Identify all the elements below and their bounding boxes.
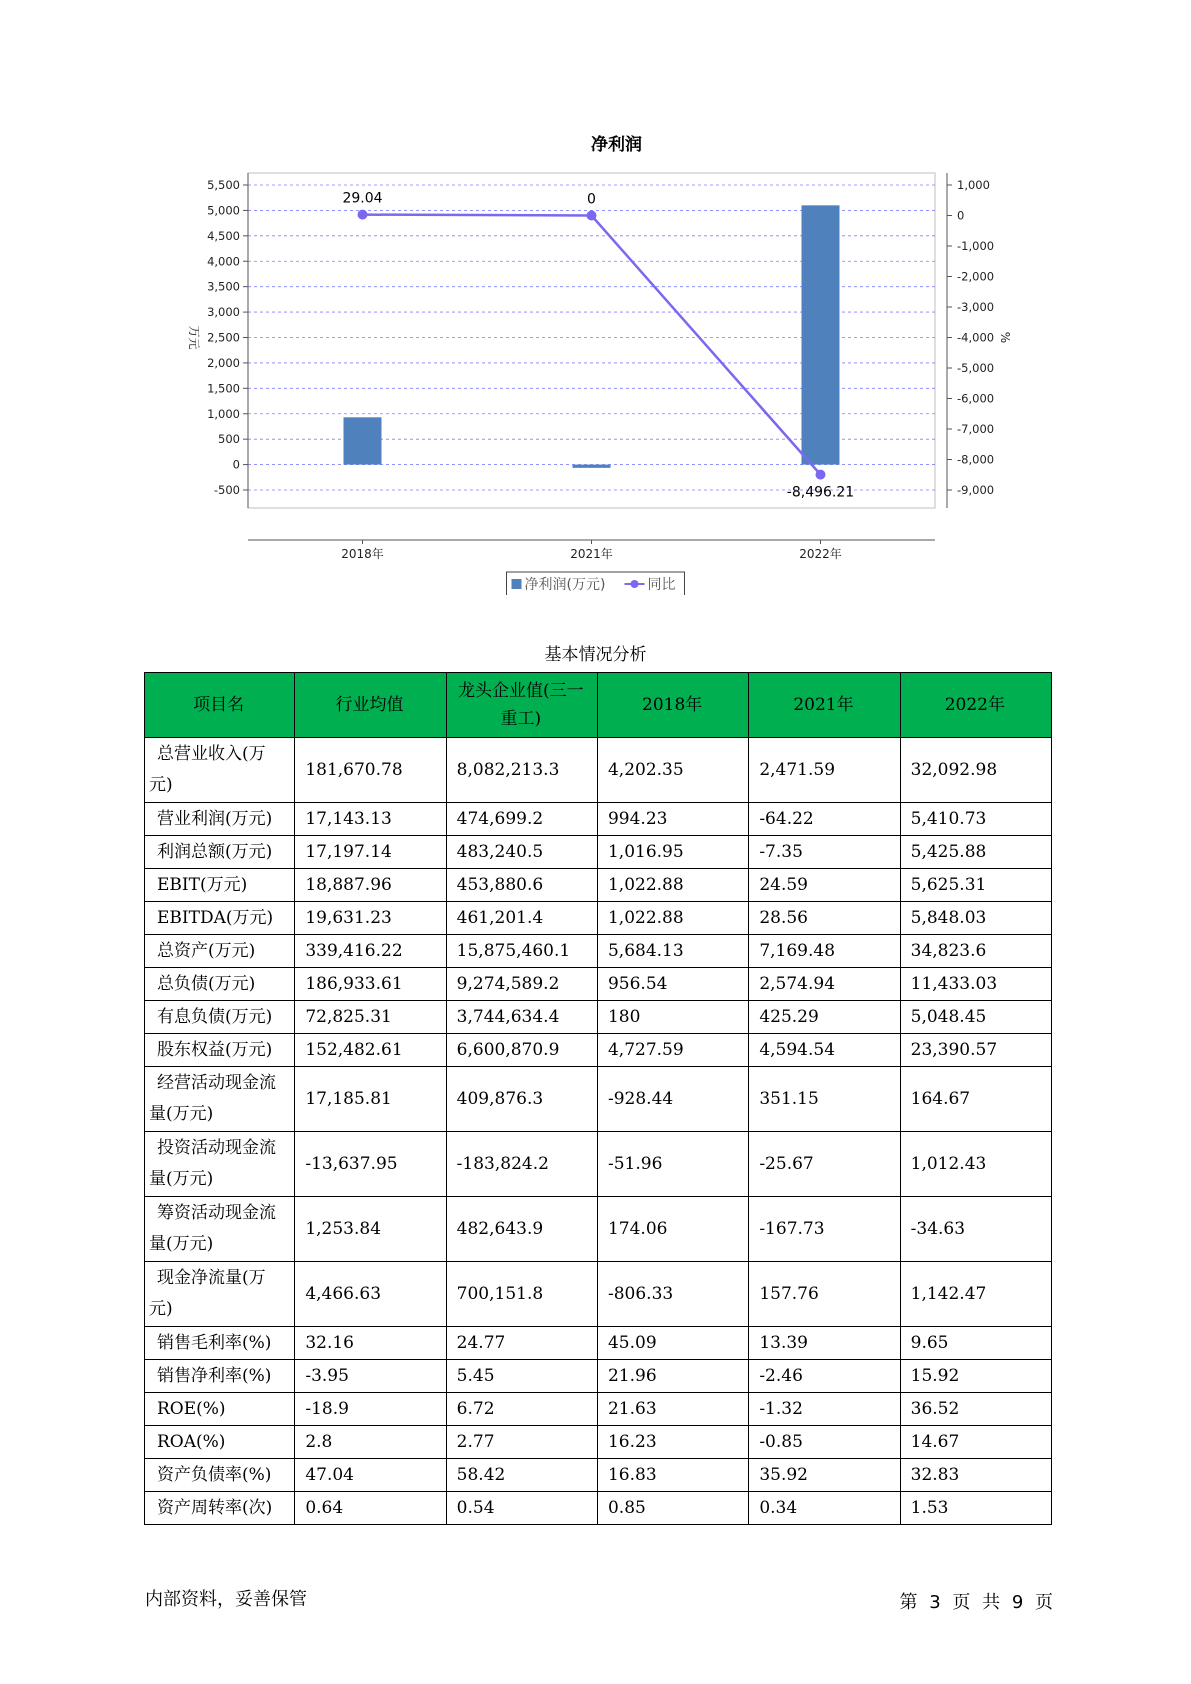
value-cell: 72,825.31	[295, 1001, 446, 1034]
value-cell: 35.92	[749, 1459, 900, 1492]
value-cell: 4,202.35	[597, 738, 748, 803]
table-row	[145, 1067, 1052, 1132]
x-tick-label: 2018年	[341, 547, 384, 561]
y-left-tick-label: 4,500	[207, 228, 240, 243]
value-cell: -0.85	[749, 1426, 900, 1459]
y-left-tick-label: 5,500	[207, 178, 240, 192]
bar-net-profit	[344, 417, 382, 464]
value-cell: 164.67	[900, 1067, 1051, 1132]
value-cell: -18.9	[295, 1393, 446, 1426]
row-name-cell: EBITDA(万元)	[145, 902, 295, 935]
value-cell: -13,637.95	[295, 1132, 446, 1197]
value-cell: 2,471.59	[749, 738, 900, 803]
value-cell: 1.53	[900, 1492, 1051, 1525]
value-cell: 24.59	[749, 869, 900, 902]
legend-swatch-bar	[512, 579, 522, 589]
table-row	[145, 836, 1052, 869]
value-cell: -183,824.2	[446, 1132, 597, 1197]
chart-title: 净利润	[591, 135, 642, 155]
value-cell: 0.54	[446, 1492, 597, 1525]
value-cell: 4,727.59	[597, 1034, 748, 1067]
row-name-cell: ROA(%)	[145, 1426, 295, 1459]
row-name-cell: 资产周转率(次)	[145, 1492, 295, 1525]
y-right-tick-label: -5,000	[957, 361, 995, 375]
value-cell: 186,933.61	[295, 968, 446, 1001]
line-point-yoy	[816, 470, 826, 480]
value-cell: 174.06	[597, 1197, 748, 1262]
row-name-cell: 销售净利率(%)	[145, 1360, 295, 1393]
value-cell: 21.96	[597, 1360, 748, 1393]
y-left-tick-label: 5,000	[207, 203, 240, 218]
value-cell: 425.29	[749, 1001, 900, 1034]
y-left-tick-label: 2,000	[207, 355, 240, 370]
table-row	[145, 1197, 1052, 1262]
value-cell: 483,240.5	[446, 836, 597, 869]
y-left-tick-label: 4,000	[207, 254, 240, 269]
value-cell: 14.67	[900, 1426, 1051, 1459]
table-row	[145, 1327, 1052, 1360]
value-cell: 6.72	[446, 1393, 597, 1426]
y-left-tick-label: -500	[213, 483, 240, 497]
value-cell: 58.42	[446, 1459, 597, 1492]
value-cell: 474,699.2	[446, 803, 597, 836]
line-point-yoy	[587, 211, 597, 221]
value-cell: 8,082,213.3	[446, 738, 597, 803]
row-name-cell: 股东权益(万元)	[145, 1034, 295, 1067]
footer-page-number: 第 3 页 共 9 页	[899, 1592, 1053, 1613]
table-row	[145, 1426, 1052, 1459]
row-name-cell: 利润总额(万元)	[145, 836, 295, 869]
header-cell: 龙头企业值(三一重工)	[446, 673, 597, 738]
table-row	[145, 968, 1052, 1001]
value-cell: 4,594.54	[749, 1034, 900, 1067]
y-left-tick-label: 3,500	[207, 279, 240, 294]
value-cell: 17,185.81	[295, 1067, 446, 1132]
value-cell: 3,744,634.4	[446, 1001, 597, 1034]
value-cell: 956.54	[597, 968, 748, 1001]
value-cell: 11,433.03	[900, 968, 1051, 1001]
value-cell: -25.67	[749, 1132, 900, 1197]
value-cell: 5,684.13	[597, 935, 748, 968]
value-cell: 180	[597, 1001, 748, 1034]
value-cell: 5.45	[446, 1360, 597, 1393]
value-cell: 1,142.47	[900, 1262, 1051, 1327]
value-cell: 5,048.45	[900, 1001, 1051, 1034]
y-left-tick-label: 0	[232, 457, 240, 472]
bar-net-profit	[573, 465, 611, 468]
value-cell: 17,143.13	[295, 803, 446, 836]
table-row	[145, 803, 1052, 836]
value-cell: 19,631.23	[295, 902, 446, 935]
value-cell: 5,410.73	[900, 803, 1051, 836]
row-name-cell: 总负债(万元)	[145, 968, 295, 1001]
value-cell: 16.83	[597, 1459, 748, 1492]
value-cell: 461,201.4	[446, 902, 597, 935]
y-left-tick-label: 500	[218, 432, 240, 447]
line-data-label: -8,496.21	[786, 484, 855, 501]
header-cell: 项目名	[145, 673, 295, 738]
value-cell: 16.23	[597, 1426, 748, 1459]
value-cell: 15.92	[900, 1360, 1051, 1393]
row-name-cell: 总资产(万元)	[145, 935, 295, 968]
value-cell: 351.15	[749, 1067, 900, 1132]
x-tick-label: 2021年	[570, 547, 613, 561]
value-cell: 34,823.6	[900, 935, 1051, 968]
table-title: 基本情况分析	[544, 645, 647, 665]
row-name-cell: 营业利润(万元)	[145, 803, 295, 836]
value-cell: -1.32	[749, 1393, 900, 1426]
table-row	[145, 1262, 1052, 1327]
value-cell: 47.04	[295, 1459, 446, 1492]
value-cell: 0.34	[749, 1492, 900, 1525]
header-cell: 2022年	[900, 673, 1051, 738]
value-cell: 45.09	[597, 1327, 748, 1360]
value-cell: 6,600,870.9	[446, 1034, 597, 1067]
table-row	[145, 1459, 1052, 1492]
value-cell: 13.39	[749, 1327, 900, 1360]
line-yoy	[363, 215, 821, 475]
value-cell: 453,880.6	[446, 869, 597, 902]
table-row	[145, 869, 1052, 902]
value-cell: 23,390.57	[900, 1034, 1051, 1067]
value-cell: 24.77	[446, 1327, 597, 1360]
value-cell: 36.52	[900, 1393, 1051, 1426]
line-data-label: 29.04	[342, 190, 383, 207]
value-cell: 15,875,460.1	[446, 935, 597, 968]
table-row	[145, 935, 1052, 968]
x-tick-label: 2022年	[799, 547, 842, 561]
value-cell: 21.63	[597, 1393, 748, 1426]
legend-label-line: 同比	[647, 577, 676, 593]
y-right-tick-label: -9,000	[957, 483, 995, 497]
y-right-tick-label: -8,000	[957, 452, 995, 467]
row-name-cell: 筹资活动现金流量(万元)	[145, 1197, 295, 1262]
value-cell: -64.22	[749, 803, 900, 836]
table-header-row	[145, 673, 1052, 738]
value-cell: 32,092.98	[900, 738, 1051, 803]
y-right-tick-label: -4,000	[957, 330, 995, 345]
bar-net-profit	[802, 205, 840, 464]
table-row	[145, 1001, 1052, 1034]
basic-analysis-table	[144, 672, 1052, 1525]
value-cell: 0.64	[295, 1492, 446, 1525]
y-right-tick-label: 0	[957, 208, 965, 223]
value-cell: 5,848.03	[900, 902, 1051, 935]
table-row	[145, 1360, 1052, 1393]
footer-confidential: 内部资料，妥善保管	[145, 1589, 307, 1610]
table-row	[145, 902, 1052, 935]
legend-swatch-point	[631, 580, 639, 588]
header-cell: 行业均值	[295, 673, 446, 738]
y-left-axis-label: 万元	[187, 325, 201, 350]
value-cell: 2.8	[295, 1426, 446, 1459]
y-right-tick-label: -2,000	[957, 269, 995, 284]
table-row	[145, 1132, 1052, 1197]
value-cell: 9,274,589.2	[446, 968, 597, 1001]
row-name-cell: 销售毛利率(%)	[145, 1327, 295, 1360]
y-right-tick-label: -6,000	[957, 391, 995, 406]
value-cell: -2.46	[749, 1360, 900, 1393]
value-cell: 482,643.9	[446, 1197, 597, 1262]
y-right-tick-label: -7,000	[957, 422, 995, 436]
value-cell: 700,151.8	[446, 1262, 597, 1327]
value-cell: 18,887.96	[295, 869, 446, 902]
table-row	[145, 1393, 1052, 1426]
value-cell: -928.44	[597, 1067, 748, 1132]
y-left-tick-label: 2,500	[207, 330, 240, 345]
value-cell: 1,022.88	[597, 869, 748, 902]
y-left-tick-label: 3,000	[207, 305, 240, 320]
value-cell: -167.73	[749, 1197, 900, 1262]
value-cell: 28.56	[749, 902, 900, 935]
y-right-tick-label: 1,000	[957, 178, 990, 192]
row-name-cell: 投资活动现金流量(万元)	[145, 1132, 295, 1197]
value-cell: 409,876.3	[446, 1067, 597, 1132]
table-row	[145, 1034, 1052, 1067]
value-cell: 1,016.95	[597, 836, 748, 869]
legend-label-bar: 净利润(万元)	[524, 577, 606, 593]
row-name-cell: 现金净流量(万元)	[145, 1262, 295, 1327]
value-cell: 1,012.43	[900, 1132, 1051, 1197]
value-cell: 181,670.78	[295, 738, 446, 803]
value-cell: 7,169.48	[749, 935, 900, 968]
table-row	[145, 738, 1052, 803]
value-cell: 17,197.14	[295, 836, 446, 869]
row-name-cell: 资产负债率(%)	[145, 1459, 295, 1492]
header-cell: 2021年	[749, 673, 900, 738]
value-cell: 9.65	[900, 1327, 1051, 1360]
row-name-cell: EBIT(万元)	[145, 869, 295, 902]
value-cell: 32.16	[295, 1327, 446, 1360]
y-right-axis-label: %	[998, 331, 1012, 344]
value-cell: -51.96	[597, 1132, 748, 1197]
value-cell: -34.63	[900, 1197, 1051, 1262]
value-cell: 2.77	[446, 1426, 597, 1459]
value-cell: -806.33	[597, 1262, 748, 1327]
y-left-tick-label: 1,000	[207, 406, 240, 421]
row-name-cell: 经营活动现金流量(万元)	[145, 1067, 295, 1132]
row-name-cell: 有息负债(万元)	[145, 1001, 295, 1034]
y-left-tick-label: 1,500	[207, 381, 240, 396]
row-name-cell: 总营业收入(万元)	[145, 738, 295, 803]
value-cell: 5,425.88	[900, 836, 1051, 869]
header-cell: 2018年	[597, 673, 748, 738]
row-name-cell: ROE(%)	[145, 1393, 295, 1426]
line-data-label: 0	[587, 191, 596, 208]
value-cell: 339,416.22	[295, 935, 446, 968]
value-cell: 1,253.84	[295, 1197, 446, 1262]
value-cell: 157.76	[749, 1262, 900, 1327]
net-profit-chart	[160, 135, 1040, 595]
value-cell: -7.35	[749, 836, 900, 869]
value-cell: 5,625.31	[900, 869, 1051, 902]
table-row	[145, 1492, 1052, 1525]
line-point-yoy	[358, 210, 368, 220]
value-cell: 994.23	[597, 803, 748, 836]
value-cell: 4,466.63	[295, 1262, 446, 1327]
value-cell: 152,482.61	[295, 1034, 446, 1067]
y-right-tick-label: -1,000	[957, 239, 995, 253]
y-right-tick-label: -3,000	[957, 300, 995, 314]
value-cell: 32.83	[900, 1459, 1051, 1492]
value-cell: 0.85	[597, 1492, 748, 1525]
value-cell: -3.95	[295, 1360, 446, 1393]
value-cell: 1,022.88	[597, 902, 748, 935]
value-cell: 2,574.94	[749, 968, 900, 1001]
